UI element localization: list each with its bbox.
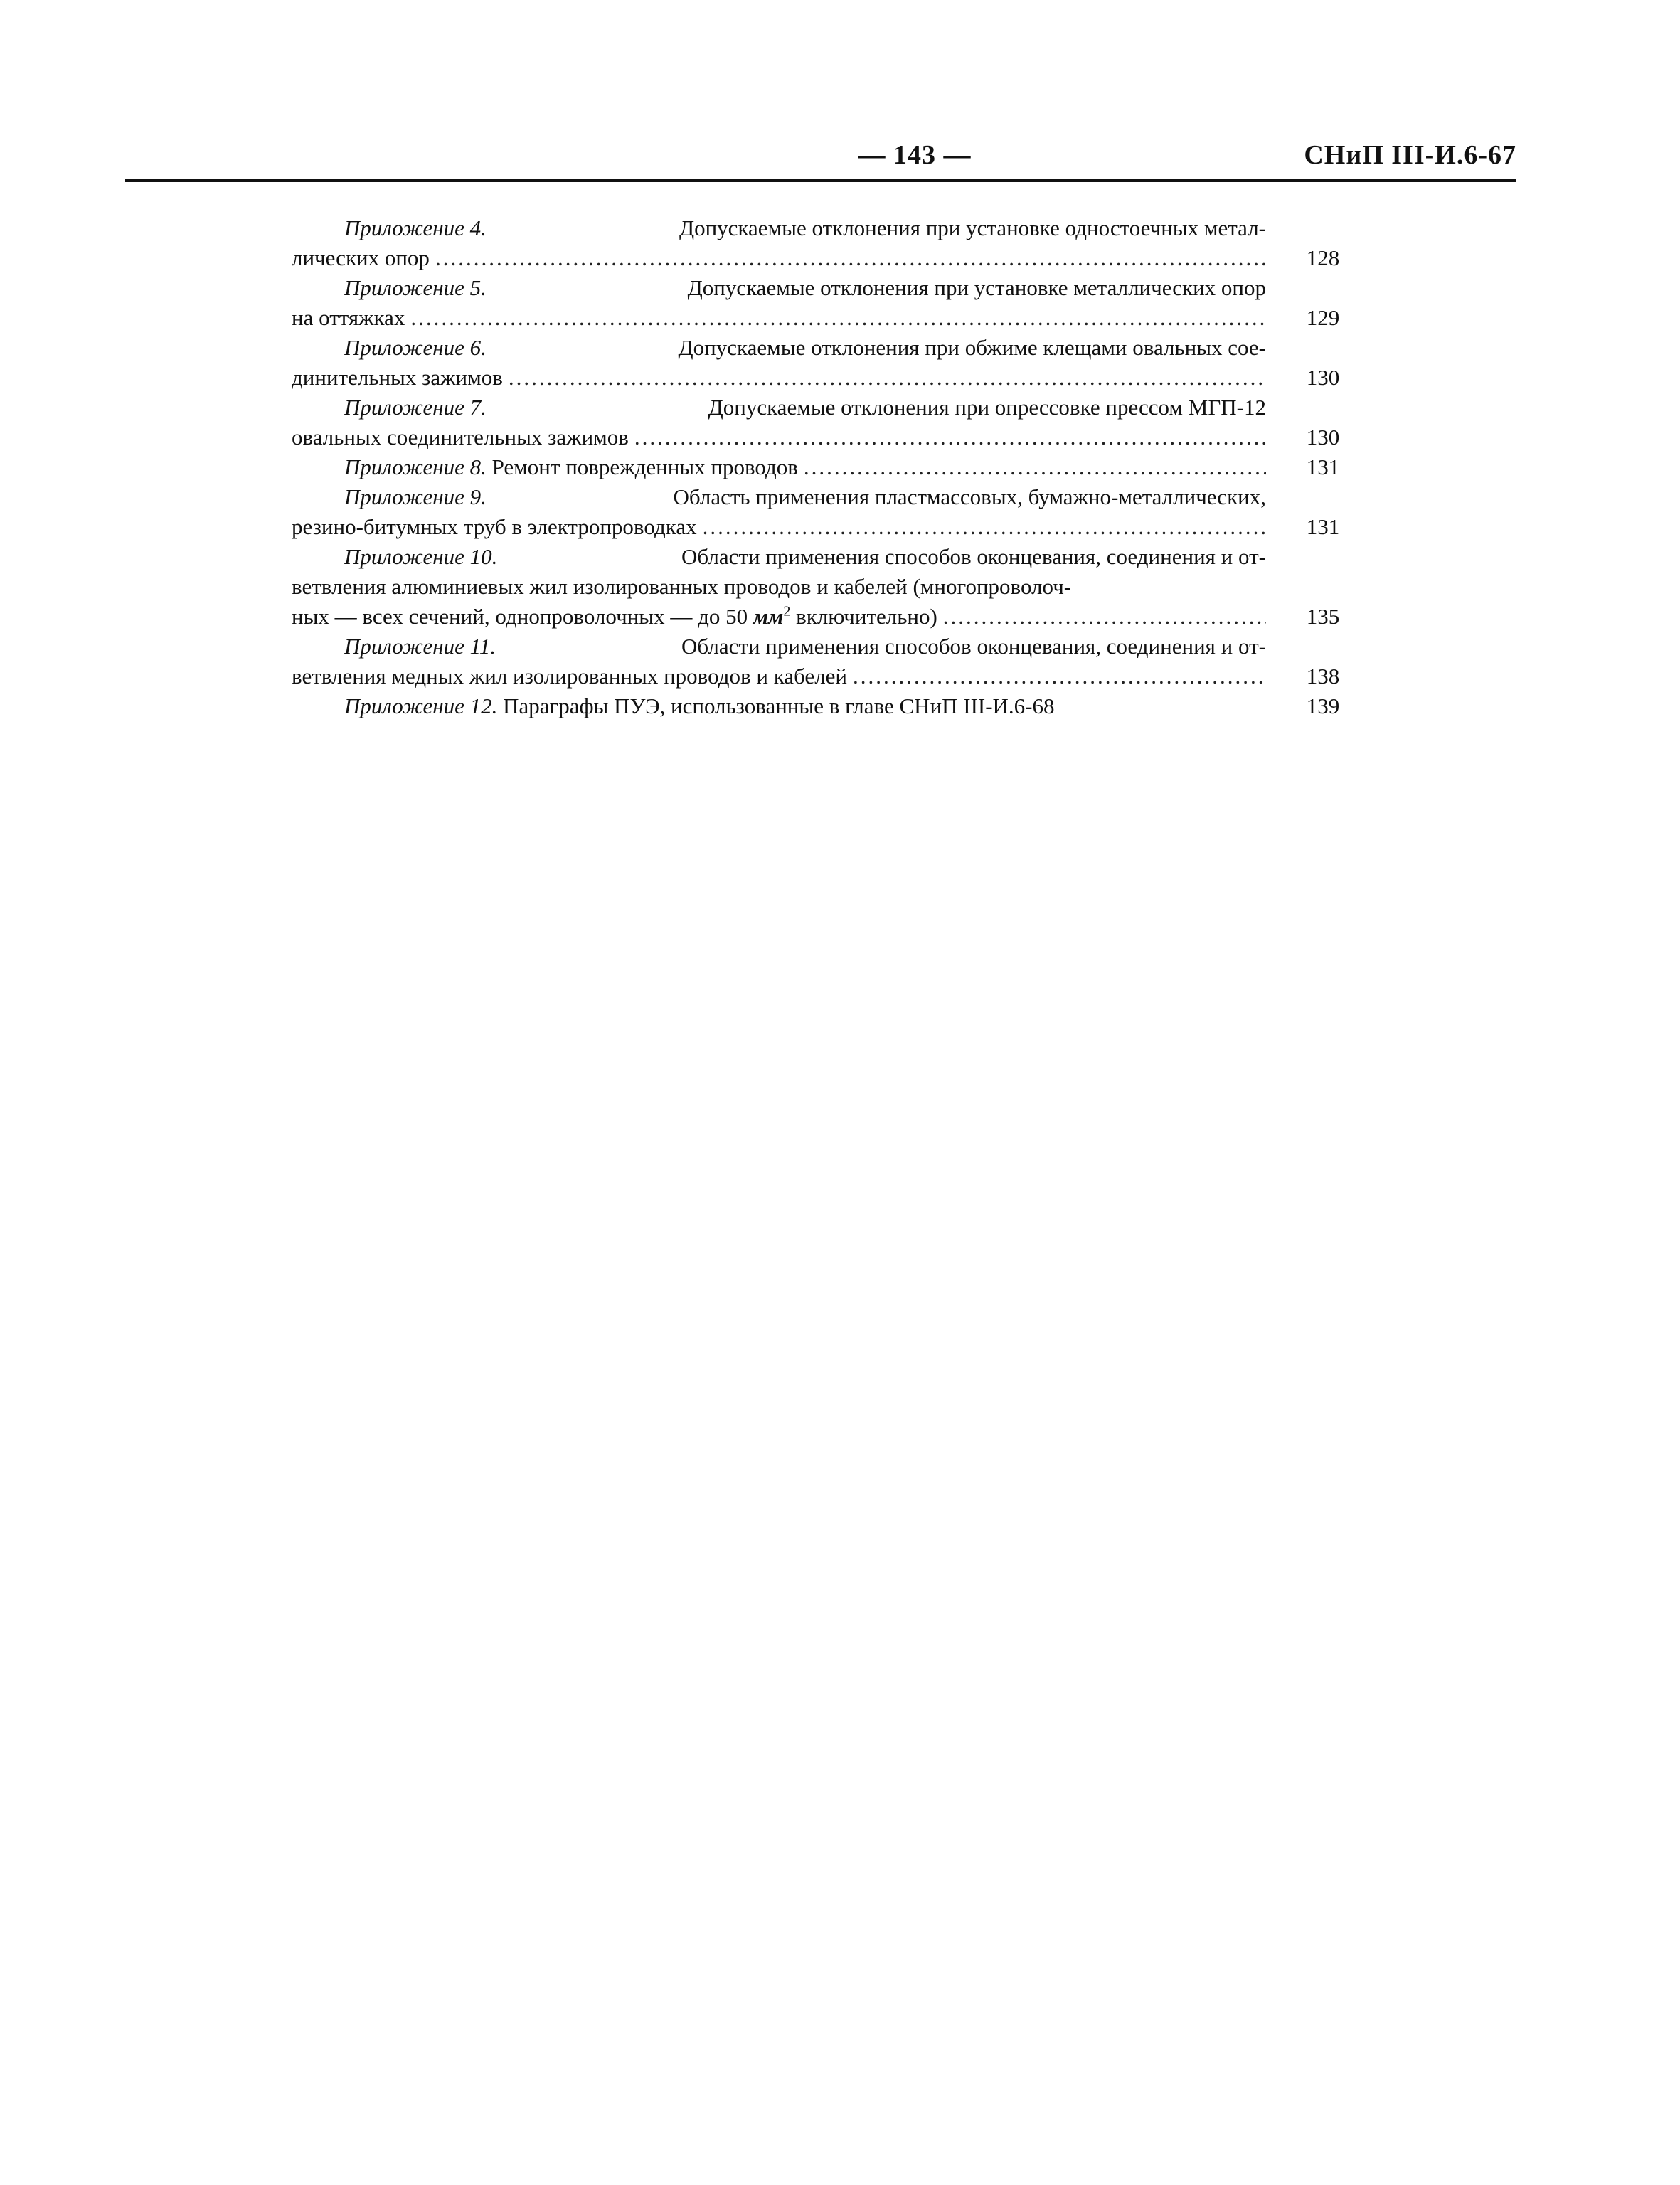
entry-text: резино-битумных труб в электропроводках — [292, 514, 697, 539]
page-reference: 128 — [1306, 245, 1340, 270]
entry-text: лических опор — [292, 245, 430, 270]
entry-text: Допускаемые отклонения при обжиме клещами овальных сое- — [678, 335, 1266, 360]
entry-text: Область применения пластмассовых, бумажно-металлических, — [673, 484, 1266, 509]
entry-text: Допускаемые отклонения при установке металлических опор — [687, 275, 1266, 300]
appendix-label: Приложение 8. — [344, 454, 487, 479]
appendix-label: Приложение 4. — [344, 216, 487, 240]
appendix-label: Приложение 9. — [344, 484, 487, 509]
page-reference: 130 — [1306, 425, 1340, 450]
appendix-label: Приложение 11. — [344, 634, 496, 659]
dot-leader — [509, 363, 1266, 393]
appendix-label: Приложение 10. — [344, 544, 498, 569]
superscript: 2 — [783, 603, 791, 620]
entry-text: Параграфы ПУЭ, использованные в главе СНиП III-И.6-68 — [503, 693, 1055, 718]
entry-text: овальных соединительных зажимов — [292, 425, 629, 450]
page-number: — 143 — — [858, 140, 972, 170]
page-reference: 139 — [1306, 693, 1340, 718]
entry-text: динительных зажимов — [292, 365, 503, 390]
entry-text: ных — всех сечений, однопроволочных — до 50 — [292, 604, 748, 629]
entry-text: на оттяжках — [292, 305, 405, 330]
unit-mm: мм — [753, 604, 784, 629]
page-header — [125, 139, 1516, 182]
page-reference: 130 — [1306, 365, 1340, 390]
dot-leader — [435, 243, 1266, 273]
entry-text: Ремонт поврежденных проводов — [491, 454, 798, 479]
page-reference: 135 — [1306, 604, 1340, 629]
header-rule — [125, 179, 1516, 182]
entry-text: Допускаемые отклонения при опрессовке прессом МГП-12 — [708, 395, 1266, 420]
toc-entry-appendix-6 — [292, 333, 1355, 393]
entry-text: Области применения способов оконцевания, соединения и от- — [681, 544, 1266, 569]
page-reference: 131 — [1306, 454, 1340, 479]
document-code: СНиП III-И.6-67 — [1304, 140, 1516, 170]
appendix-label: Приложение 7. — [344, 395, 487, 420]
toc-entry-appendix-12 — [292, 691, 1355, 721]
toc-entry-appendix-4 — [292, 213, 1355, 273]
toc-entry-appendix-11 — [292, 632, 1355, 691]
page-reference: 131 — [1306, 514, 1340, 539]
toc-entry-appendix-5 — [292, 273, 1355, 333]
entry-text: включительно) — [796, 604, 937, 629]
toc-entry-appendix-10 — [292, 542, 1355, 632]
entry-text: ветвления медных жил изолированных проводов и кабелей — [292, 664, 848, 689]
dot-leader — [943, 602, 1266, 632]
dot-leader — [853, 661, 1266, 691]
entry-text: Области применения способов оконцевания, соединения и от- — [681, 634, 1266, 659]
appendix-label: Приложение 6. — [344, 335, 487, 360]
toc-entry-appendix-7 — [292, 393, 1355, 452]
appendix-label: Приложение 5. — [344, 275, 487, 300]
table-of-contents — [292, 213, 1355, 721]
page-reference: 129 — [1306, 305, 1340, 330]
dot-leader — [703, 512, 1266, 542]
dot-leader — [804, 452, 1266, 482]
toc-entry-appendix-8 — [292, 452, 1355, 482]
entry-text: ветвления алюминиевых жил изолированных проводов и кабелей (многопроволоч- — [292, 574, 1072, 599]
page-reference: 138 — [1306, 664, 1340, 689]
toc-entry-appendix-9 — [292, 482, 1355, 542]
dot-leader — [634, 422, 1266, 452]
appendix-label: Приложение 12. — [344, 693, 498, 718]
entry-text: Допускаемые отклонения при установке одностоечных метал- — [679, 216, 1266, 240]
dot-leader — [410, 303, 1266, 333]
